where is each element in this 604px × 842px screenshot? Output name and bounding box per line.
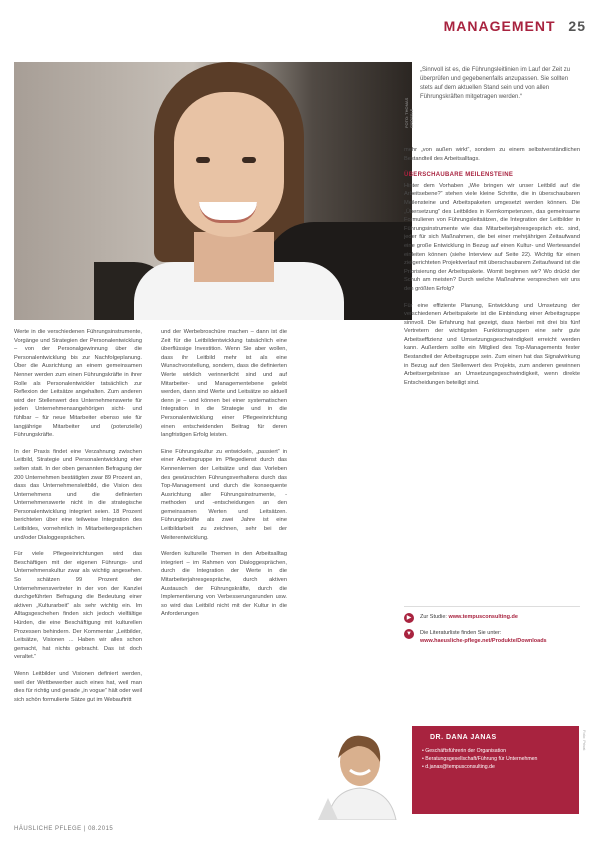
page-footer: HÄUSLICHE PFLEGE | 08.2015 — [14, 826, 114, 832]
paragraph: Wenn Leitbilder und Visionen definiert werden, weil der Wettbewerber auch eines hat, weil man dies für richtig und gerade „in vogue“ hält oder weil sich schön formulierte Sätze gut im Webauftritt — [14, 670, 142, 703]
section-title: MANAGEMENT — [443, 18, 556, 34]
photo-neck — [194, 232, 274, 282]
author-detail: • Beratungsgesellschaft/Führung für Unternehmen — [422, 755, 579, 763]
section-header — [444, 18, 586, 34]
paragraph: Eine Führungskultur zu entwickeln, „passiert“ in einer Arbeitsgruppe im Pflegedienst durch das Kennenlernen der Leitsätze und das Vorleben des gewünschten Führungsverhaltens durch das Top-Management und durch die konsequente Ausrichtung aller Führungsinstrumente, -methoden und -entscheidungen an den gemeinsamen Werten und Leitsätzen. Führungskräfte als zwei Jahre ist eine Leitbildarbeit zu zeichnen, sehr bei der Weiterentwicklung. — [161, 448, 287, 541]
paragraph: In der Praxis findet eine Verzahnung zwischen Leitbild, Strategie und Personalentwicklung eher selten statt. In der oben genannten Befragung der 200 Unternehmen bestätigten zwar 89 Prozent an, dass das Unternehmensleitbild, die Vision des Unternehmens und die definierten Unternehmenswerte nicht in die strategische Personalentwicklung integriert seien. 18 Prozent berichteten über eine teilweise Integration des Leitbildes, vornehmlich in Mitarbeitergesprächen und/oder Dialoggesprächen. — [14, 448, 142, 541]
literature-link[interactable]: www.haeusliche-pflege.net/Produkte/Downloads — [420, 638, 547, 644]
link-row-study — [404, 613, 580, 623]
photo-eye-left — [196, 157, 210, 163]
link-label: Zur Studie: — [420, 614, 449, 620]
author-photo — [298, 728, 408, 820]
paragraph: und der Werbebroschüre machen – dann ist die Zeit für die Leitbildentwicklung tatsächlich eine überflüssige Investition. Wenn Sie aber wollen, dass ihr Leitbild mehr ist als eine Wunschvorstellung, sondern, dass die definierten Werte wirklich verinnerlicht sind und auf Mitarbeiter- und Managementebene gelebt werden, dann sind Werte und Leitsätze so aktuell denn je – und können bei einer systematischen Integration in die Strategie und in die Personalentwicklung einer Pflegeeinrichtung einen entscheidenden Beitrag für deren langfristigen Erfolg leisten. — [161, 329, 287, 439]
paragraph: mehr „von außen wirkt“, sondern zu einem selbstverständlichen Bestandteil des Arbeitsalltags. — [404, 147, 580, 162]
paragraph: Werte in die verschiedenen Führungsinstrumente, Vorgänge und Strategien der Personalentwicklung – von der Personalgewinnung über die Personalentwicklung bis zur Nachfolgeplanung. Über die Ausrichtung an einem gemeinsamen Nenner werden zum einen Führungskräfte in ihrer Rolle als Personalentwickler tatsächlich zur Reflexion der Leitsätze angehalten. Zum anderen wird der Stellenwert des Unternehmenswerte für jeden Unternehmensangehörigen sicht- und fühlbar – für neue Mitarbeiter ebenso wie für langjährige Mitarbeiter und (potenzielle) Führungskräfte. — [14, 329, 142, 439]
column-middle — [161, 328, 287, 618]
link-text — [420, 629, 547, 645]
page-number: 25 — [568, 18, 586, 34]
paragraph: Für eine effiziente Planung, Entwicklung und Umsetzung der verschiedenen Arbeitspakete ist die Einbindung einer Arbeitsgruppe sinnvoll. Die Erfahrung hat gezeigt, dass hierbei mit drei bis fünf Vertretern der wichtigsten Funktionsgruppen eine sehr gute Arbeitseffizienz und Umsetzungsgeschwindigkeit erreicht werden kann. Außerdem sollte ein Mitglied des Top-Managements fester Bestandteil der Arbeitsgruppe sein. Zum einen hat das Signalwirkung in Bezug auf den Stellenwert des Projekts, zum anderen gewinnen Arbeitsergebnisse an Umsetzungsgeschwindigkeit, wenn direkte Entscheidungen beteiligt sind. — [404, 302, 580, 386]
author-details — [422, 747, 579, 771]
links-block — [404, 606, 580, 645]
paragraph: Werden kulturelle Themen in den Arbeitsalltag integriert – im Rahmen von Dialoggesprächen, durch die Integration der Werte in die Mitarbeiterjahresgespräche, durch aktiven Austausch der Führungskräfte, durch die Implementierung von Verbesserungsrunden usw. so wird das Leitbild nicht mit der Kultur in die Anforderungen — [161, 551, 287, 618]
author-detail: • Geschäftsführerin der Organisation — [422, 747, 579, 755]
author-email[interactable]: • d.janas@tempusconsulting.de — [422, 763, 579, 771]
column-right — [404, 146, 580, 606]
portrait-credit: Foto: Privat — [582, 730, 587, 751]
download-icon: ▼ — [404, 629, 414, 639]
link-text — [420, 613, 518, 621]
author-infobox — [412, 726, 579, 814]
photo-credit: FOTO: THOMAS GRÖSSLE — [404, 97, 414, 128]
arrow-icon: ▶ — [404, 613, 414, 623]
photo-caption: „Sinnvoll ist es, die Führungsleitlinien im Lauf der Zeit zu überprüfen und gegebenenfalls anzupassen. Sie sollten stets auf dem aktuellen Stand sein und von allen Führungskräften mitgetragen werden.“ — [420, 67, 571, 100]
column-left — [14, 328, 142, 818]
paragraph: Hinter dem Vorhaben „Wie bringen wir unser Leitbild auf die Arbeitsebene?“ stehen viele kleine Schritte, die in überschaubaren Meilensteine und Arbeitspaketen umgesetzt werden können. Die „Übersetzung“ des Leitbildes in Kernkompetenzen, das gemeinsame Formulieren von Führungsleitsätzen, die Integration der Leitbilder in Führungsinstrumente wie das Mitarbeiterjahresgespräch etc. sind, jeder für sich Maßnahmen, die bei einer mehrjährigen Zeitaufwand eine große Entwicklung in Bezug auf einen Kultur- und Wertewandel einleiten können (siehe Interview auf Seite 22). Wichtig für einen zielgerichteten Projektverlauf mit überschaubarem Zeitaufwand ist die Priorisierung der Arbeitspakete. Womit beginnen wir? Wo drückt der Schuh am meisten? Durch welche Maßnahme versprechen wir uns den größten Erfolg? — [404, 182, 580, 292]
author-name: DR. DANA JANAS — [430, 734, 497, 741]
paragraph: Für viele Pflegeeinrichtungen wird das Beschäftigen mit der eigenen Führungs- und Unternehmenskultur zwar als wichtig angesehen. So schätzen 99 Prozent der Unternehmensvertreter in der von der Kanzlei durchgeführten Befragung die Bedeutung einer aktiven „Kulturarbeit“ als sehr wichtig ein. Im Alltagsgeschehen finden sich jedoch vielfältige Hürden, die eine Beschäftigung mit kulturellen Prozessen behindern. Der Kommentar „Leitbilder, Leitsätze, Visionen ... Haben wir alles schon gemacht, hat nichts gebracht. Das ist doch veraltet.“ — [14, 551, 142, 661]
divider — [404, 606, 580, 607]
author-portrait — [298, 728, 408, 820]
subheading: ÜBERSCHAUBARE MEILENSTEINE — [404, 172, 514, 179]
photo-eye-right — [242, 157, 256, 163]
link-row-literature — [404, 629, 580, 645]
study-link[interactable]: www.tempusconsulting.de — [448, 614, 518, 620]
link-label: Die Literaturliste finden Sie unter: — [420, 630, 502, 636]
article-photo — [14, 62, 412, 320]
